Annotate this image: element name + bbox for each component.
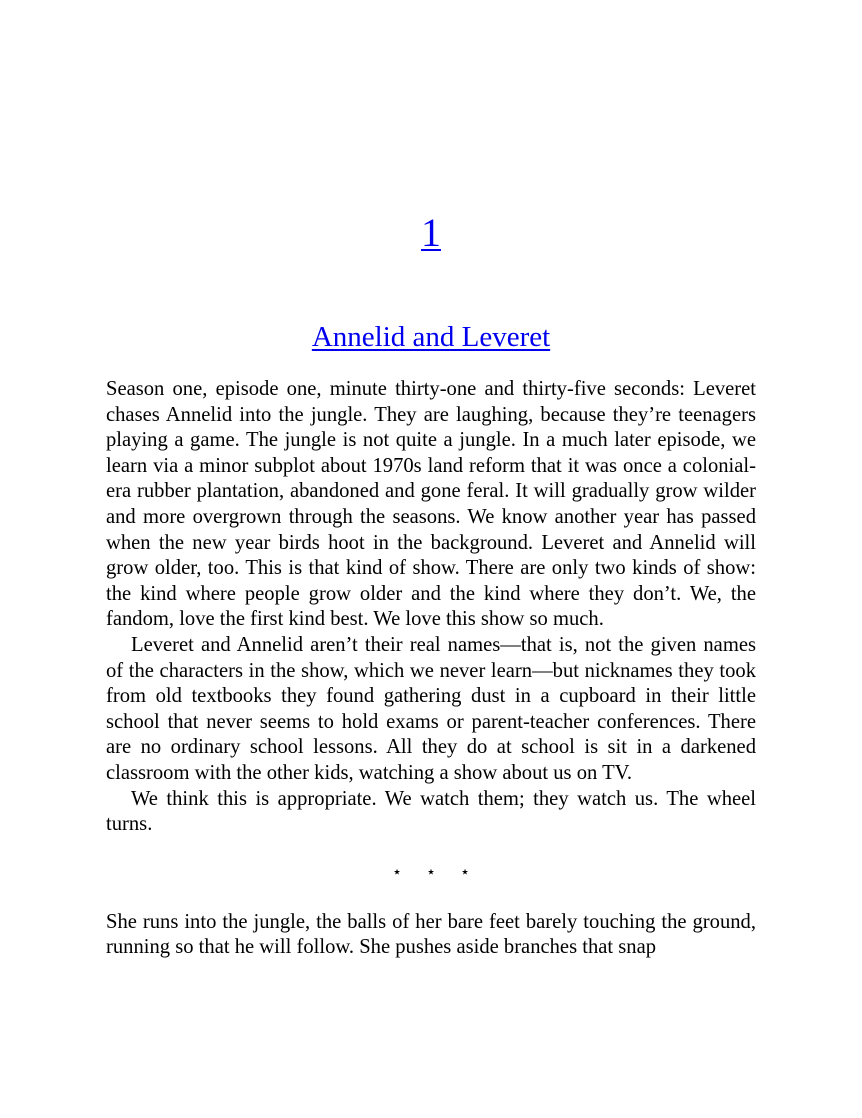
paragraph-1: Season one, episode one, minute thirty-one and thirty-five seconds: Leveret chases Annelid into the jungle. They are laughing, because they’re teenagers playing a game. The jungle is not quite a jungle. In a much later episode, we learn via a minor subplot about 1970s land reform that it was once a colonial-era rubber plantation, abandoned and gone feral. It will gradually grow wilder and more overgrown through the seasons. We know another year has passed when the new year birds hoot in the background. Leveret and Annelid will grow older, too. This is that kind of show. There are only two kinds of show: the kind where people grow older and the kind where they don’t. We, the fandom, love the first kind best. We love this show so much.: [106, 378, 756, 631]
scene-break-star-icon: ⋆: [460, 863, 471, 881]
paragraph-4: She runs into the jungle, the balls of her bare feet barely touching the ground, running so that he will follow. She pushes aside branches that snap: [106, 910, 756, 959]
scene-break-star-icon: ⋆: [391, 863, 402, 881]
paragraph-2: Leveret and Annelid aren’t their real names—that is, not the given names of the characters in the show, which we never learn—but nicknames they took from old textbooks they found gathering dust in a cupboard in their little school that never seems to hold exams or parent-teacher conferences. There are no ordinary school lessons. All they do at school is sit in a darkened classroom with the other kids, watching a show about us on TV.: [106, 633, 756, 784]
chapter-number-link[interactable]: 1: [421, 210, 441, 255]
chapter-body: [106, 377, 756, 961]
chapter-title: [106, 318, 756, 356]
chapter-title-link[interactable]: Annelid and Leveret: [311, 321, 551, 353]
paragraph-3: We think this is appropriate. We watch them; they watch us. The wheel turns.: [106, 787, 756, 836]
scene-break: [106, 860, 756, 886]
scene-break-star-icon: ⋆: [425, 863, 436, 881]
chapter-number: [106, 207, 756, 259]
